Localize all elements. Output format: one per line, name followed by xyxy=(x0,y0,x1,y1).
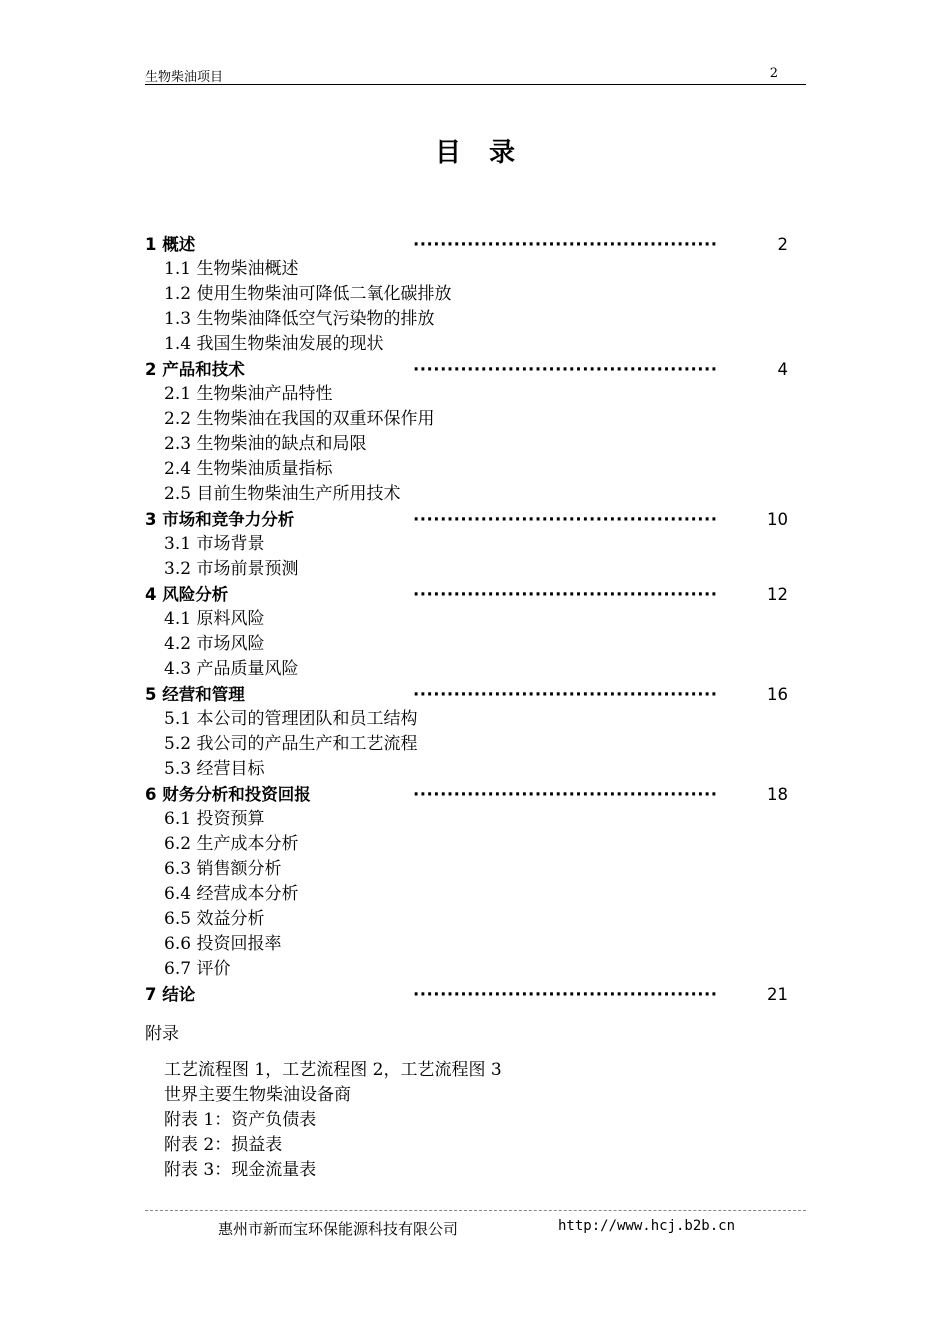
appendix-title: 附录 xyxy=(145,1024,179,1044)
toc-section xyxy=(145,857,806,882)
toc-entry-label: 3.1 市场背景 xyxy=(164,534,265,554)
toc-entry-label: 6.3 销售额分析 xyxy=(164,859,282,879)
toc-dot-leader xyxy=(413,507,719,532)
appendix-item: 工艺流程图 1，工艺流程图 2，工艺流程图 3 xyxy=(164,1060,502,1080)
toc-entry-label: 6 财务分析和投资回报 xyxy=(145,785,311,804)
toc-entry-label: 2.2 生物柴油在我国的双重环保作用 xyxy=(164,409,435,429)
appendix-item: 世界主要生物柴油设备商 xyxy=(164,1085,351,1105)
toc-section xyxy=(145,832,806,857)
toc-chapter xyxy=(145,982,806,1007)
toc-entry-label: 6.2 生产成本分析 xyxy=(164,834,299,854)
toc-page-number: 4 xyxy=(777,360,788,379)
toc-page-number: 18 xyxy=(767,785,788,804)
toc-entry-label: 1.4 我国生物柴油发展的现状 xyxy=(164,334,384,354)
toc-section xyxy=(145,332,806,357)
toc-section xyxy=(145,482,806,507)
toc-section xyxy=(145,557,806,582)
appendix-list xyxy=(164,1058,502,1183)
toc-section xyxy=(145,632,806,657)
toc-page-number: 12 xyxy=(767,585,788,604)
toc-entry-label: 1.3 生物柴油降低空气污染物的排放 xyxy=(164,309,435,329)
toc-entry-label: 4 风险分析 xyxy=(145,585,229,604)
footer-divider xyxy=(145,1210,806,1211)
toc-entry-label: 6.1 投资预算 xyxy=(164,809,265,829)
toc-entry-label: 2.5 目前生物柴油生产所用技术 xyxy=(164,484,401,504)
appendix-item: 附表 2：损益表 xyxy=(164,1135,283,1155)
toc-chapter xyxy=(145,357,806,382)
toc-dot-leader xyxy=(413,782,719,807)
toc-title: 目录 xyxy=(434,138,543,168)
toc-entry-label: 4.3 产品质量风险 xyxy=(164,659,299,679)
toc-entry-label: 1.2 使用生物柴油可降低二氧化碳排放 xyxy=(164,284,452,304)
footer-company: 惠州市新而宝环保能源科技有限公司 xyxy=(218,1220,459,1238)
toc-entry-label: 4.1 原料风险 xyxy=(164,609,265,629)
footer-url: http://www.hcj.b2b.cn xyxy=(558,1218,736,1234)
toc-entry-label: 2.1 生物柴油产品特性 xyxy=(164,384,333,404)
toc-entry-label: 6.7 评价 xyxy=(164,959,231,979)
toc-section xyxy=(145,257,806,282)
page-header xyxy=(145,64,806,85)
toc-section xyxy=(145,957,806,982)
toc-dot-leader xyxy=(413,357,719,382)
toc-entry-label: 1 概述 xyxy=(145,235,196,254)
header-project-name: 生物柴油项目 xyxy=(145,70,224,85)
toc-section xyxy=(145,532,806,557)
toc-chapter xyxy=(145,782,806,807)
toc-section xyxy=(145,882,806,907)
appendix-item: 附表 3：现金流量表 xyxy=(164,1160,317,1180)
toc-dot-leader xyxy=(413,982,719,1007)
toc-dot-leader xyxy=(413,682,719,707)
toc-entry-label: 2.3 生物柴油的缺点和局限 xyxy=(164,434,367,454)
toc-page-number: 10 xyxy=(767,510,788,529)
toc-entry-label: 6.5 效益分析 xyxy=(164,909,265,929)
toc-entry-label: 5.3 经营目标 xyxy=(164,759,265,779)
toc-section xyxy=(145,282,806,307)
toc-entry-label: 2 产品和技术 xyxy=(145,360,245,379)
toc-section xyxy=(145,307,806,332)
toc-section xyxy=(145,707,806,732)
toc-section xyxy=(145,932,806,957)
toc-section xyxy=(145,407,806,432)
toc-entry-label: 2.4 生物柴油质量指标 xyxy=(164,459,333,479)
toc-dot-leader xyxy=(413,582,719,607)
toc-page-number: 21 xyxy=(767,985,788,1004)
toc-section xyxy=(145,607,806,632)
toc-chapter xyxy=(145,232,806,257)
toc-section xyxy=(145,807,806,832)
toc-section xyxy=(145,382,806,407)
toc-dot-leader xyxy=(413,232,719,257)
toc-section xyxy=(145,907,806,932)
toc-section xyxy=(145,732,806,757)
appendix-item: 附表 1：资产负债表 xyxy=(164,1110,317,1130)
toc-chapter xyxy=(145,682,806,707)
toc-entry-label: 5.2 我公司的产品生产和工艺流程 xyxy=(164,734,418,754)
toc-entry-label: 5.1 本公司的管理团队和员工结构 xyxy=(164,709,418,729)
toc-entry-label: 3 市场和竞争力分析 xyxy=(145,510,295,529)
header-page-number: 2 xyxy=(769,66,778,81)
toc-entry-label: 5 经营和管理 xyxy=(145,685,245,704)
toc-entry-label: 1.1 生物柴油概述 xyxy=(164,259,299,279)
table-of-contents xyxy=(145,232,806,1007)
toc-chapter xyxy=(145,507,806,532)
toc-section xyxy=(145,757,806,782)
toc-entry-label: 7 结论 xyxy=(145,985,196,1004)
toc-entry-label: 6.6 投资回报率 xyxy=(164,934,282,954)
toc-page-number: 16 xyxy=(767,685,788,704)
toc-entry-label: 4.2 市场风险 xyxy=(164,634,265,654)
toc-entry-label: 6.4 经营成本分析 xyxy=(164,884,299,904)
toc-entry-label: 3.2 市场前景预测 xyxy=(164,559,299,579)
toc-page-number: 2 xyxy=(777,235,788,254)
toc-section xyxy=(145,657,806,682)
toc-section xyxy=(145,457,806,482)
toc-section xyxy=(145,432,806,457)
toc-chapter xyxy=(145,582,806,607)
